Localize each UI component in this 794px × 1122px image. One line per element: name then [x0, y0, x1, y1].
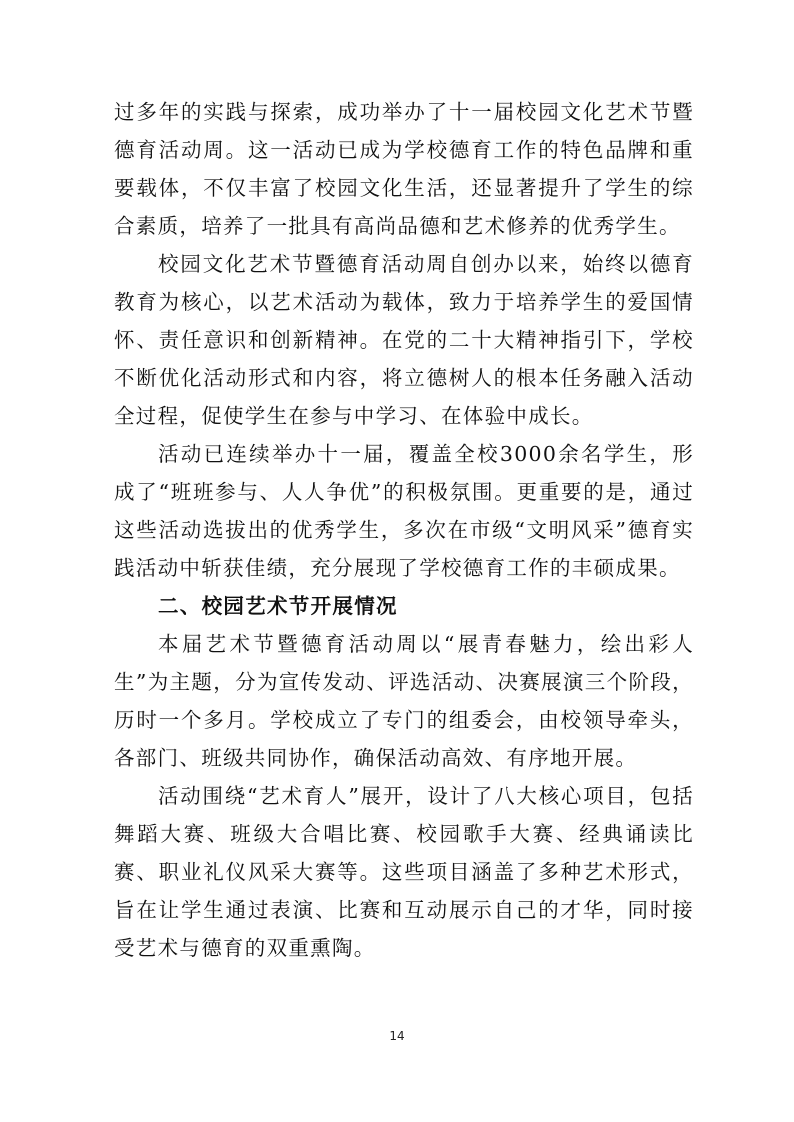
- paragraph-history: 校园文化艺术节暨德育活动周自创办以来，始终以德育教育为核心，以艺术活动为载体，致力于培养学生的爱国情怀、责任意识和创新精神。在党的二十大精神指引下，学校不断优化活动形式和内容，将立德树人的根本任务融入活动全过程，促使学生在参与中学习、在体验中成长。: [114, 252, 694, 428]
- paragraph-projects: 活动围绕“艺术育人”展开，设计了八大核心项目，包括舞蹈大赛、班级大合唱比赛、校园歌手大赛、经典诵读比赛、职业礼仪风采大赛等。这些项目涵盖了多种艺术形式，旨在让学生通过表演、比赛和互动展示自己的才华，同时接受艺术与德育的双重熏陶。: [114, 784, 694, 960]
- paragraph-achievements: 活动已连续举办十一届，覆盖全校3000余名学生，形成了“班班参与、人人争优”的积极氛围。更重要的是，通过这些活动选拔出的优秀学生，多次在市级“文明风采”德育实践活动中斩获佳绩，充分展现了学校德育工作的丰硕成果。: [114, 442, 694, 580]
- section-heading: 二、校园艺术节开展情况: [158, 594, 398, 618]
- paragraph-continuation: 过多年的实践与探索，成功举办了十一届校园文化艺术节暨德育活动周。这一活动已成为学校德育工作的特色品牌和重要载体，不仅丰富了校园文化生活，还显著提升了学生的综合素质，培养了一批具有高尚品德和艺术修养的优秀学生。: [114, 100, 694, 238]
- page-number: 14: [389, 1029, 405, 1043]
- paragraph-theme: 本届艺术节暨德育活动周以“展青春魅力，绘出彩人生”为主题，分为宣传发动、评选活动、决赛展演三个阶段，历时一个多月。学校成立了专门的组委会，由校领导牵头，各部门、班级共同协作，确保活动高效、有序地开展。: [114, 632, 694, 770]
- page-body: [114, 93, 694, 967]
